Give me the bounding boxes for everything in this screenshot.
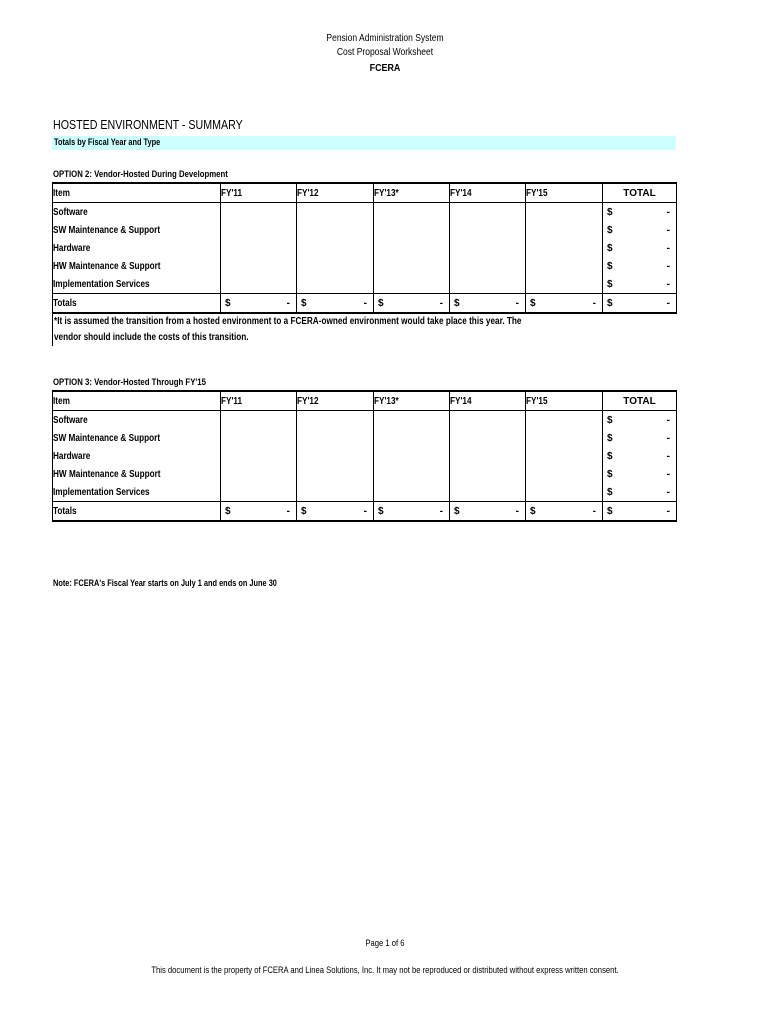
header-system-name: Pension Administration System: [326, 33, 444, 44]
col-header-fy14: FY'14: [450, 183, 526, 203]
col-header-total: TOTAL: [603, 391, 677, 411]
row-item-label: Implementation Services: [53, 275, 221, 294]
row-item-label: Hardware: [53, 447, 221, 465]
row-total-cell: $ -: [603, 411, 677, 430]
totals-row: [53, 294, 677, 314]
total-fy11: $ -: [221, 294, 297, 314]
row-total-cell: $ -: [603, 275, 677, 294]
total-fy12: $ -: [297, 294, 374, 314]
row-item-label: Implementation Services: [53, 483, 221, 502]
table-row: [53, 483, 677, 502]
col-header-item: Item: [53, 391, 221, 411]
table-row: [53, 257, 677, 275]
option2-label: OPTION 2: Vendor-Hosted During Development: [53, 169, 228, 180]
section-title: HOSTED ENVIRONMENT - SUMMARY: [53, 117, 243, 132]
row-total-cell: $ -: [603, 221, 677, 239]
row-item-label: Hardware: [53, 239, 221, 257]
total-fy12: $ -: [297, 502, 374, 522]
row-total-cell: $ -: [603, 429, 677, 447]
table-row: [53, 465, 677, 483]
col-header-fy13: FY'13*: [374, 391, 450, 411]
row-item-label: Software: [53, 411, 221, 430]
row-total-cell: $ -: [603, 203, 677, 222]
fiscal-year-note: Note: FCERA's Fiscal Year starts on July 1 and ends on June 30: [53, 578, 277, 588]
table-row: [53, 275, 677, 294]
row-total-cell: $ -: [603, 483, 677, 502]
row-item-label: SW Maintenance & Support: [53, 429, 221, 447]
col-header-fy11: FY'11: [221, 391, 297, 411]
table-header-row: [53, 183, 677, 203]
row-item-label: SW Maintenance & Support: [53, 221, 221, 239]
total-fy13: $ -: [374, 502, 450, 522]
header-worksheet-name: Cost Proposal Worksheet: [336, 47, 434, 58]
total-fy15: $ -: [526, 502, 603, 522]
totals-label: Totals: [53, 294, 221, 314]
col-header-fy14: FY'14: [450, 391, 526, 411]
totals-label: Totals: [53, 502, 221, 522]
header-organization: FCERA: [369, 62, 401, 74]
table-row: [53, 221, 677, 239]
table-header-row: [53, 391, 677, 411]
total-grand: $ -: [603, 294, 677, 314]
footer-disclaimer: This document is the property of FCERA and Linea Solutions, Inc. It may not be reproduced or distributed without express written consent.: [151, 965, 619, 975]
col-header-fy15: FY'15: [526, 391, 603, 411]
table-row: [53, 429, 677, 447]
row-item-label: HW Maintenance & Support: [53, 465, 221, 483]
page-number: Page 1 of 6: [365, 938, 405, 948]
total-fy15: $ -: [526, 294, 603, 314]
col-header-total: TOTAL: [603, 183, 677, 203]
total-fy13: $ -: [374, 294, 450, 314]
table-row: [53, 411, 677, 430]
table-row: [53, 203, 677, 222]
table-row: [53, 239, 677, 257]
table-row: [53, 447, 677, 465]
total-grand: $ -: [603, 502, 677, 522]
col-header-item: Item: [53, 183, 221, 203]
row-total-cell: $ -: [603, 447, 677, 465]
option2-table: [52, 182, 677, 314]
totals-row: [53, 502, 677, 522]
col-header-fy12: FY'12: [297, 183, 374, 203]
transition-note: [52, 314, 614, 346]
row-item-label: Software: [53, 203, 221, 222]
subtitle-text: Totals by Fiscal Year and Type: [54, 137, 161, 147]
option3-label: OPTION 3: Vendor-Hosted Through FY'15: [53, 377, 206, 388]
row-item-label: HW Maintenance & Support: [53, 257, 221, 275]
col-header-fy11: FY'11: [221, 183, 297, 203]
subtitle-bar: [52, 136, 676, 150]
col-header-fy13: FY'13*: [374, 183, 450, 203]
row-total-cell: $ -: [603, 257, 677, 275]
transition-note-line2: vendor should include the costs of this transition.: [54, 332, 249, 343]
col-header-fy15: FY'15: [526, 183, 603, 203]
row-total-cell: $ -: [603, 465, 677, 483]
transition-note-line1: *It is assumed the transition from a hosted environment to a FCERA-owned environment would take place this year. The: [54, 316, 522, 327]
total-fy14: $ -: [450, 294, 526, 314]
total-fy11: $ -: [221, 502, 297, 522]
total-fy14: $ -: [450, 502, 526, 522]
col-header-fy12: FY'12: [297, 391, 374, 411]
option3-table: [52, 390, 677, 522]
row-total-cell: $ -: [603, 239, 677, 257]
